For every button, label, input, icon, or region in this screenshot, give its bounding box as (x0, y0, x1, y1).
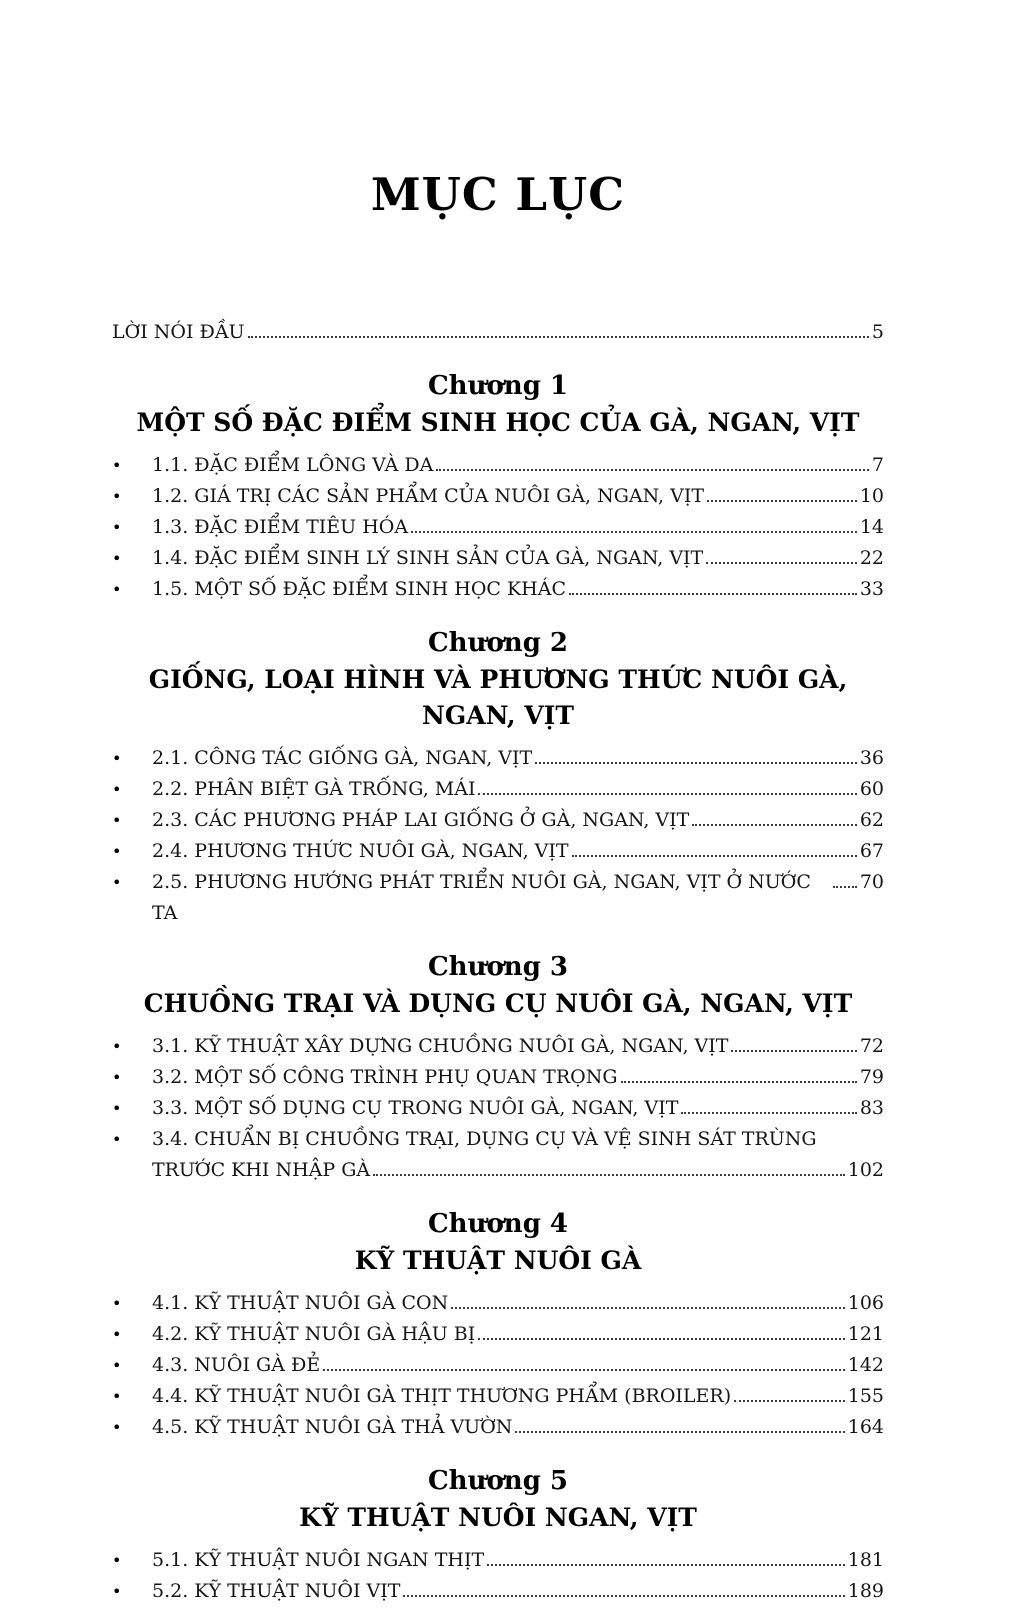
toc-entry-title: 4.5. KỸ THUẬT NUÔI GÀ THẢ VƯỜN (152, 1416, 513, 1438)
toc-entry (112, 1288, 884, 1319)
toc-entry (112, 743, 884, 774)
chapter-label: Chương 2 (427, 628, 569, 658)
toc-entry-page: 22 (859, 547, 884, 569)
dot-leader (681, 1112, 856, 1114)
dot-leader (451, 1307, 845, 1309)
toc-entry-page: 106 (847, 1292, 884, 1314)
toc-entry (112, 1412, 884, 1443)
dot-leader (478, 1338, 844, 1340)
bullet-icon: • (112, 873, 122, 892)
chapter-title: KỸ THUẬT NUÔI GÀ (354, 1246, 642, 1275)
preface-label: LỜI NÓI ĐẦU (112, 321, 245, 343)
bullet-icon: • (112, 1068, 122, 1087)
bullet-icon: • (112, 749, 122, 768)
toc-entry (112, 1031, 884, 1062)
bullet-icon: • (112, 518, 122, 537)
dot-leader (731, 1050, 856, 1052)
dot-leader (621, 1081, 857, 1083)
toc-entry-title: 4.3. NUÔI GÀ ĐẺ (152, 1354, 321, 1376)
toc-entry-title-continued: TRƯỚC KHI NHẬP GÀ (152, 1159, 371, 1181)
toc-entry-page: 181 (847, 1549, 884, 1571)
toc-entry-page: 155 (847, 1385, 884, 1407)
toc-entry-page: 142 (847, 1354, 884, 1376)
chapter-label: Chương 1 (427, 371, 569, 401)
bullet-icon: • (112, 580, 122, 599)
dot-leader (403, 1595, 844, 1597)
toc-entry (112, 774, 884, 805)
chapter-label: Chương 4 (427, 1209, 569, 1239)
toc-entry (112, 1545, 884, 1576)
toc-entry-title: 1.4. ĐẶC ĐIỂM SINH LÝ SINH SẢN CỦA GÀ, NGAN, VỊT (152, 547, 704, 569)
bullet-icon: • (112, 1130, 122, 1149)
toc-entry-title: 3.3. MỘT SỐ DỤNG CỤ TRONG NUÔI GÀ, NGAN, VỊT (152, 1097, 679, 1119)
dot-leader (572, 855, 857, 857)
chapter-section-5 (112, 1463, 884, 1607)
chapter-title: CHUỒNG TRẠI VÀ DỤNG CỤ NUÔI GÀ, NGAN, VỊT (143, 989, 853, 1018)
toc-entry (112, 1381, 884, 1412)
chapter-head (112, 1206, 884, 1279)
chapter-section-1 (112, 368, 884, 605)
bullet-icon: • (112, 1037, 122, 1056)
toc-entry-title: 1.1. ĐẶC ĐIỂM LÔNG VÀ DA (152, 454, 434, 476)
dot-leader (515, 1431, 844, 1433)
chapter-title: MỘT SỐ ĐẶC ĐIỂM SINH HỌC CỦA GÀ, NGAN, VỊT (136, 408, 860, 437)
chapter-title: KỸ THUẬT NUÔI NGAN, VỊT (299, 1503, 697, 1532)
toc-entry-page: 164 (847, 1416, 884, 1438)
toc-entry-title: 1.5. MỘT SỐ ĐẶC ĐIỂM SINH HỌC KHÁC (152, 578, 567, 600)
toc-entry-page: 83 (859, 1097, 884, 1119)
toc-entry-title: 2.5. PHƯƠNG HƯỚNG PHÁT TRIỂN NUÔI GÀ, NGAN, VỊT Ở NƯỚC TA (152, 871, 811, 924)
table-of-contents (112, 317, 884, 1607)
toc-entry-page: 121 (847, 1323, 884, 1345)
dot-leader (692, 824, 857, 826)
bullet-icon: • (112, 1294, 122, 1313)
toc-entry (112, 867, 884, 929)
toc-entry (112, 1062, 884, 1093)
toc-entry-page: 189 (847, 1580, 884, 1602)
toc-page (112, 0, 884, 1607)
toc-entry-title: 2.3. CÁC PHƯƠNG PHÁP LAI GIỐNG Ở GÀ, NGAN, VỊT (152, 809, 690, 831)
toc-entry-title: 4.4. KỸ THUẬT NUÔI GÀ THỊT THƯƠNG PHẨM (BROILER) (152, 1385, 732, 1407)
bullet-icon: • (112, 1582, 122, 1601)
toc-entry-title: 3.1. KỸ THUẬT XÂY DỰNG CHUỒNG NUÔI GÀ, NGAN, VỊT (152, 1035, 729, 1057)
dot-leader (535, 762, 857, 764)
dot-leader (411, 531, 857, 533)
bullet-icon: • (112, 1551, 122, 1570)
toc-entry-title: 2.4. PHƯƠNG THỨC NUÔI GÀ, NGAN, VỊT (152, 840, 569, 862)
toc-entry (112, 543, 884, 574)
toc-entry-page: 102 (847, 1159, 884, 1181)
toc-entry-page: 72 (859, 1035, 884, 1057)
toc-entry (112, 1093, 884, 1124)
bullet-icon: • (112, 780, 122, 799)
toc-entry-title: 5.2. KỸ THUẬT NUÔI VỊT (152, 1580, 401, 1602)
dot-leader (323, 1369, 845, 1371)
toc-entry (112, 805, 884, 836)
preface-entry (112, 317, 884, 348)
toc-entry-page: 60 (859, 778, 884, 800)
chapter-head (112, 1463, 884, 1536)
chapter-label: Chương 3 (427, 952, 569, 982)
bullet-icon: • (112, 549, 122, 568)
bullet-icon: • (112, 1099, 122, 1118)
bullet-icon: • (112, 487, 122, 506)
dot-leader (707, 500, 857, 502)
bullet-icon: • (112, 842, 122, 861)
chapter-label: Chương 5 (427, 1466, 569, 1496)
preface-page: 5 (871, 321, 884, 343)
toc-entry-page: 70 (859, 871, 884, 893)
toc-entry-lines (152, 1124, 884, 1186)
bullet-icon: • (112, 1418, 122, 1437)
dot-leader (248, 336, 869, 338)
toc-entry (112, 1319, 884, 1350)
toc-entry (112, 481, 884, 512)
toc-entry-page: 79 (859, 1066, 884, 1088)
toc-entry (112, 574, 884, 605)
toc-entry-title: 3.2. MỘT SỐ CÔNG TRÌNH PHỤ QUAN TRỌNG (152, 1066, 618, 1088)
bullet-icon: • (112, 1325, 122, 1344)
toc-entry-line2 (152, 1155, 884, 1186)
toc-entry-title: 4.1. KỸ THUẬT NUÔI GÀ CON (152, 1292, 449, 1314)
toc-entry-title: 2.2. PHÂN BIỆT GÀ TRỐNG, MÁI (152, 778, 476, 800)
chapter-head (112, 368, 884, 441)
toc-entry-page: 62 (859, 809, 884, 831)
dot-leader (833, 886, 857, 888)
toc-entry (112, 1576, 884, 1607)
toc-entry-title: 5.1. KỸ THUẬT NUÔI NGAN THỊT (152, 1549, 485, 1571)
toc-entry (112, 450, 884, 481)
toc-entry (112, 836, 884, 867)
toc-entry-title: 3.4. CHUẨN BỊ CHUỒNG TRẠI, DỤNG CỤ VÀ VỆ SINH SÁT TRÙNG (152, 1128, 817, 1150)
dot-leader (478, 793, 856, 795)
dot-leader (734, 1400, 845, 1402)
dot-leader (569, 593, 857, 595)
toc-entry-page: 36 (859, 747, 884, 769)
chapter-section-4 (112, 1206, 884, 1443)
toc-entry-title: 1.2. GIÁ TRỊ CÁC SẢN PHẨM CỦA NUÔI GÀ, NGAN, VỊT (152, 485, 705, 507)
chapter-section-3 (112, 949, 884, 1186)
dot-leader (373, 1174, 845, 1176)
bullet-icon: • (112, 1356, 122, 1375)
dot-leader (436, 469, 869, 471)
chapter-head (112, 949, 884, 1022)
chapter-title: GIỐNG, LOẠI HÌNH VÀ PHƯƠNG THỨC NUÔI GÀ, NGAN, VỊT (148, 665, 848, 730)
toc-entry (112, 512, 884, 543)
bullet-icon: • (112, 1387, 122, 1406)
toc-entry-title: 4.2. KỸ THUẬT NUÔI GÀ HẬU BỊ (152, 1323, 476, 1345)
toc-entry-page: 14 (859, 516, 884, 538)
toc-entry-title: 1.3. ĐẶC ĐIỂM TIÊU HÓA (152, 516, 409, 538)
toc-entry-page: 10 (859, 485, 884, 507)
chapter-section-2 (112, 625, 884, 929)
toc-entry-page: 33 (859, 578, 884, 600)
page-title: MỤC LỤC (370, 168, 626, 221)
toc-entry-page: 67 (859, 840, 884, 862)
toc-entry-title: 2.1. CÔNG TÁC GIỐNG GÀ, NGAN, VỊT (152, 747, 533, 769)
toc-entry-page: 7 (871, 454, 884, 476)
bullet-icon: • (112, 811, 122, 830)
toc-entry (112, 1124, 884, 1186)
bullet-icon: • (112, 456, 122, 475)
chapter-head (112, 625, 884, 734)
dot-leader (706, 562, 857, 564)
toc-entry (112, 1350, 884, 1381)
dot-leader (487, 1564, 845, 1566)
